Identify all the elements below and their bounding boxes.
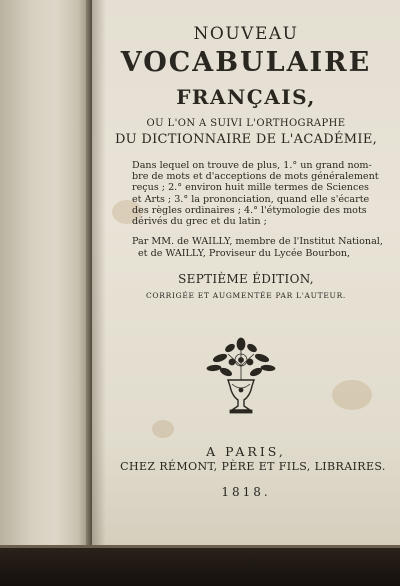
subtitle-academie: DU DICTIONNAIRE DE L'ACADÉMIE,: [114, 132, 378, 147]
title-line-vocabulaire: VOCABULAIRE: [120, 47, 372, 78]
foxing-spot: [152, 420, 174, 438]
year-line: 1818.: [221, 485, 271, 499]
description-line: des règles ordinaires ; 4.° l'étymologie des mots: [132, 204, 367, 216]
author-line: Par MM. de WAILLY, membre de l'Institut National,: [132, 236, 383, 247]
place-line: A PARIS,: [206, 444, 286, 459]
book-left-pages: [0, 0, 92, 545]
description-paragraph: [132, 160, 379, 228]
description-line: et Arts ; 3.° la prononciation, quand elle s'écarte: [132, 193, 370, 205]
subtitle-orthographe: OU L'ON A SUIVI L'ORTHOGRAPHE: [146, 118, 346, 129]
foxing-spot: [332, 380, 372, 410]
authors-block: [132, 236, 383, 261]
description-line: reçus ; 2.° environ huit mille termes de Sciences: [132, 182, 369, 194]
author-line: et de WAILLY, Proviseur du Lycée Bourbon,: [138, 248, 351, 260]
title-line-francais: FRANÇAIS,: [176, 85, 316, 109]
flower-vase-icon: [202, 330, 280, 420]
corrected-line: CORRIGÉE ET AUGMENTÉE PAR L'AUTEUR.: [145, 291, 347, 300]
publisher-line: CHEZ RÉMONT, PÈRE ET FILS, LIBRAIRES.: [120, 460, 386, 473]
description-line: dérivés du grec et du latin ;: [132, 216, 267, 228]
title-line-nouveau: NOUVEAU: [193, 24, 299, 44]
description-line: Dans lequel on trouve de plus, 1.° un grand nom-: [132, 160, 372, 171]
background-dark-band: [0, 545, 400, 586]
edition-line: SEPTIÈME ÉDITION,: [178, 272, 314, 286]
description-line: bre de mots et d'acceptions de mots généralement: [132, 171, 379, 183]
